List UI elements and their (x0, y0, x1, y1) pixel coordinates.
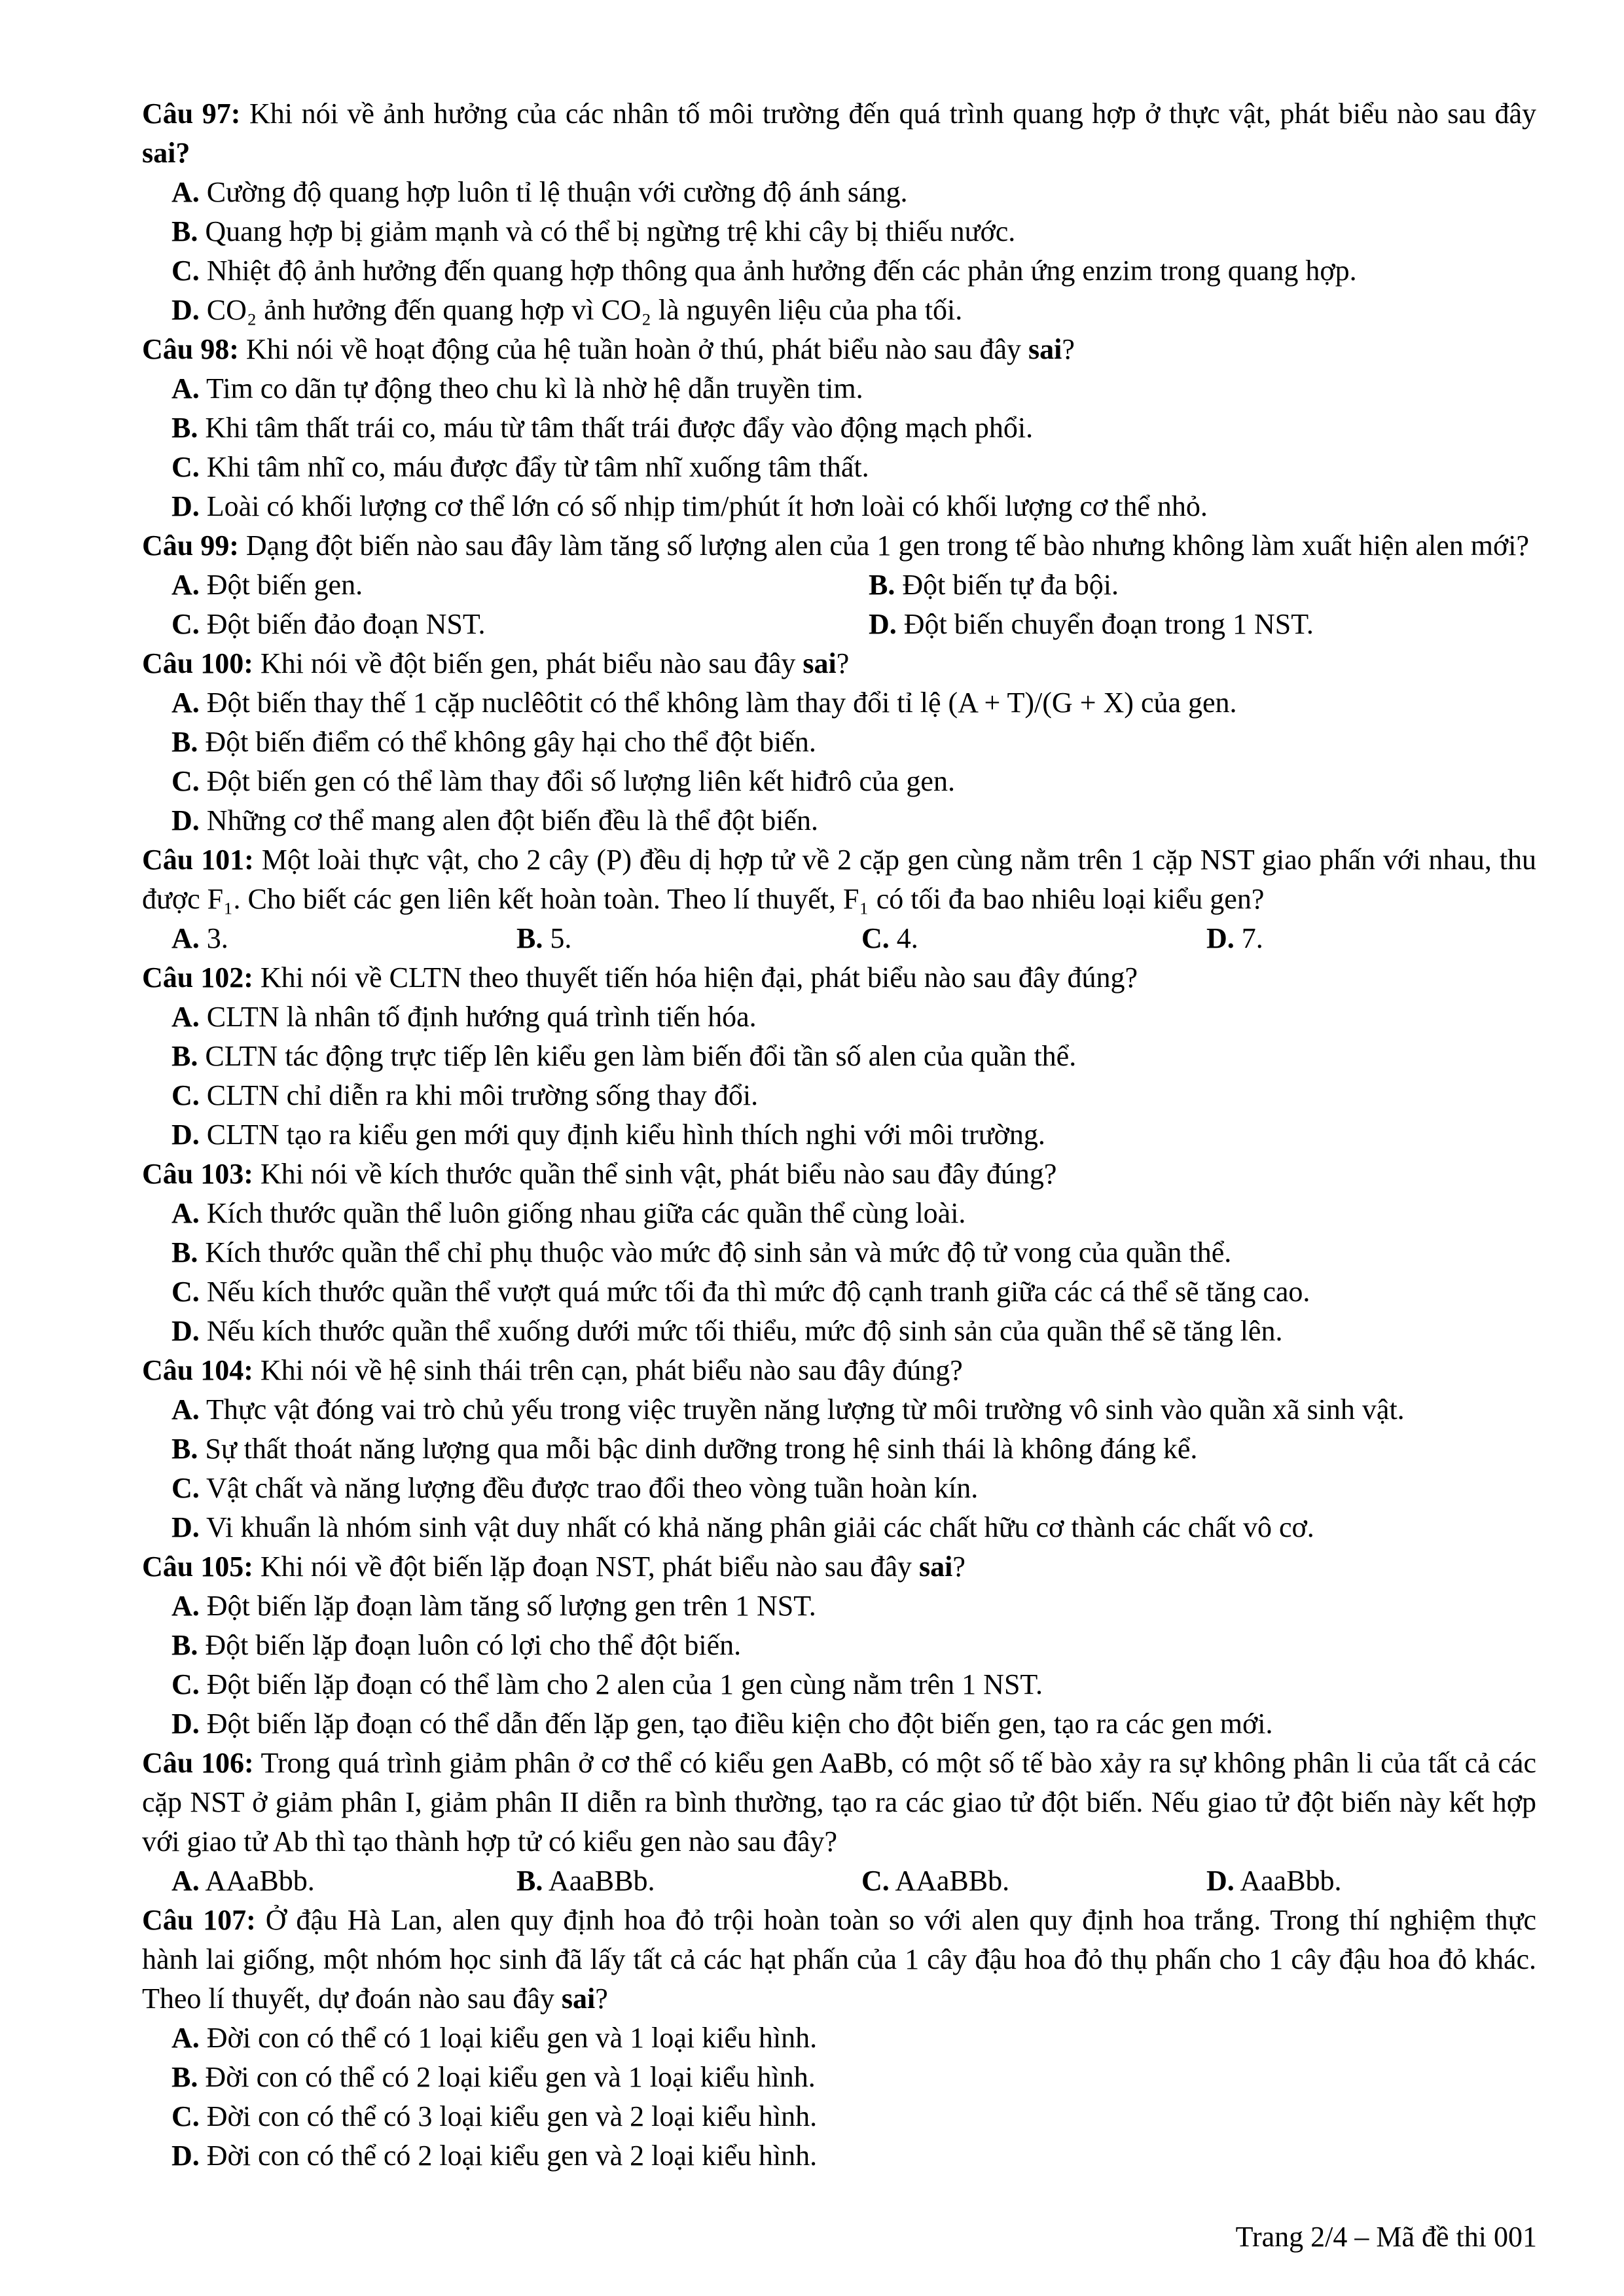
question-block (142, 1155, 1536, 1351)
option-text: Đời con có thể có 1 loại kiểu gen và 1 loại kiểu hình. (199, 2022, 818, 2054)
question-number: Câu 100: (142, 647, 253, 679)
question-text: Trong quá trình giảm phân ở cơ thể có kiểu gen AaBb, có một số tế bào xảy ra sự không phân li của tất cả các cặp NST ở giảm phân I, giảm phân II diễn ra bình thường, tạo ra các giao tử đột biến. Nếu giao tử đột biến này kết hợp với giao tử Ab thì tạo thành hợp tử có kiểu gen nào sau đây? (142, 1747, 1536, 1857)
option-text: CO₂ ảnh hưởng đến quang hợp vì CO₂ là nguyên liệu của pha tối. (199, 294, 963, 326)
option-text: AaaBbb. (1234, 1865, 1342, 1897)
question-block (142, 330, 1536, 526)
answer-option (142, 997, 1536, 1037)
option-text: Khi tâm thất trái co, máu từ tâm thất trái được đẩy vào động mạch phổi. (198, 412, 1034, 444)
option-text: Đời con có thể có 2 loại kiểu gen và 2 loại kiểu hình. (199, 2140, 818, 2172)
answer-option (516, 919, 861, 958)
answer-option (142, 1272, 1536, 1312)
option-text: Nếu kích thước quần thể vượt quá mức tối đa thì mức độ cạnh tranh giữa các cá thể sẽ tăng cao. (199, 1276, 1310, 1308)
option-text: Kích thước quần thể chỉ phụ thuộc vào mức độ sinh sản và mức độ tử vong của quần thể. (198, 1236, 1232, 1268)
option-letter: C. (171, 255, 200, 287)
option-text: Nhiệt độ ảnh hưởng đến quang hợp thông qua ảnh hưởng đến các phản ứng enzim trong quang hợp. (199, 255, 1357, 287)
question-number: Câu 98: (142, 333, 239, 365)
question-text: Khi nói về CLTN theo thuyết tiến hóa hiện đại, phát biểu nào sau đây đúng? (253, 961, 1138, 994)
option-letter: B. (869, 569, 895, 601)
answer-option (142, 1429, 1536, 1469)
option-letter: A. (171, 372, 200, 404)
answer-option (142, 1508, 1536, 1547)
option-text: Đột biến thay thế 1 cặp nuclêôtit có thể không làm thay đổi tỉ lệ (A + T)/(G + X) của gen. (199, 687, 1237, 719)
answer-option (171, 919, 516, 958)
answer-option (142, 762, 1536, 801)
option-letter: A. (171, 1197, 200, 1229)
answer-options (142, 565, 1536, 644)
question-stem (142, 1155, 1536, 1194)
option-text: Quang hợp bị giảm mạnh và có thể bị ngừng trệ khi cây bị thiếu nước. (198, 215, 1016, 247)
question-text-end: ? (836, 647, 850, 679)
question-block (142, 526, 1536, 644)
question-block (142, 1744, 1536, 1901)
option-text: Đột biến đảo đoạn NST. (199, 608, 486, 640)
answer-option (1206, 919, 1551, 958)
question-block (142, 644, 1536, 840)
answer-option (516, 1861, 861, 1901)
option-letter: D. (869, 608, 897, 640)
answer-option (142, 2018, 1536, 2058)
option-letter: C. (171, 765, 200, 797)
answer-option (142, 369, 1536, 408)
option-letter: A. (171, 569, 200, 601)
option-letter: A. (171, 1865, 200, 1897)
answer-option (142, 173, 1536, 212)
question-block (142, 958, 1536, 1155)
question-text-end: ? (595, 1982, 608, 2015)
option-text: AAaBBb. (889, 1865, 1010, 1897)
answer-option (142, 291, 1536, 330)
question-block (142, 1351, 1536, 1547)
option-letter: D. (171, 1119, 200, 1151)
question-text-end: ? (1062, 333, 1075, 365)
question-number: Câu 106: (142, 1747, 254, 1779)
question-stem (142, 644, 1536, 683)
option-letter: B. (171, 1236, 198, 1268)
option-text: Đột biến chuyển đoạn trong 1 NST. (896, 608, 1314, 640)
answer-option (142, 1076, 1536, 1115)
question-stem (142, 526, 1536, 565)
option-letter: A. (171, 1393, 200, 1426)
option-text: Những cơ thể mang alen đột biến đều là thể đột biến. (199, 804, 818, 836)
question-text: Khi nói về đột biến lặp đoạn NST, phát biểu nào sau đây (253, 1551, 919, 1583)
option-text: AaaBBb. (543, 1865, 655, 1897)
option-letter: A. (171, 1590, 200, 1622)
answer-option (861, 919, 1206, 958)
option-letter: C. (171, 1079, 200, 1111)
question-stem (142, 330, 1536, 369)
option-text: Đời con có thể có 2 loại kiểu gen và 1 loại kiểu hình. (198, 2061, 816, 2093)
answer-option (142, 1037, 1536, 1076)
answer-option (142, 723, 1536, 762)
question-text: Dạng đột biến nào sau đây làm tăng số lượng alen của 1 gen trong tế bào nhưng không làm xuất hiện alen mới? (238, 529, 1529, 562)
option-letter: B. (516, 922, 543, 954)
question-stem (142, 1744, 1536, 1861)
question-number: Câu 104: (142, 1354, 253, 1386)
option-text: 5. (543, 922, 572, 954)
option-text: Vật chất và năng lượng đều được trao đổi theo vòng tuần hoàn kín. (199, 1472, 979, 1504)
page-footer: Trang 2/4 – Mã đề thi 001 (1235, 2221, 1537, 2253)
answer-option (142, 1233, 1536, 1272)
option-text: Thực vật đóng vai trò chủ yếu trong việc truyền năng lượng từ môi trường vô sinh vào quần xã sinh vật. (199, 1393, 1405, 1426)
question-keyword: sai (561, 1982, 596, 2015)
question-text: Khi nói về ảnh hưởng của các nhân tố môi trường đến quá trình quang hợp ở thực vật, phát biểu nào sau đây (240, 98, 1536, 130)
option-letter: B. (171, 1433, 198, 1465)
option-text: 4. (889, 922, 918, 954)
question-keyword: sai (919, 1551, 953, 1583)
option-text: AAaBbb. (199, 1865, 315, 1897)
answer-option (142, 1115, 1536, 1155)
option-letter: C. (861, 1865, 890, 1897)
option-text: Đột biến lặp đoạn có thể dẫn đến lặp gen, tạo điều kiện cho đột biến gen, tạo ra các gen mới. (199, 1708, 1273, 1740)
question-stem (142, 1901, 1536, 2018)
answer-option (142, 1665, 1536, 1704)
option-letter: A. (171, 1001, 200, 1033)
question-stem (142, 94, 1536, 173)
answer-option (869, 605, 1566, 644)
answer-option (142, 1469, 1536, 1508)
question-block (142, 1547, 1536, 1744)
question-stem (142, 958, 1536, 997)
option-letter: D. (171, 294, 200, 326)
option-text: CLTN là nhân tố định hướng quá trình tiến hóa. (199, 1001, 757, 1033)
option-letter: D. (171, 1708, 200, 1740)
question-block (142, 1901, 1536, 2176)
answer-option (142, 1312, 1536, 1351)
answer-option (142, 1626, 1536, 1665)
option-text: Cường độ quang hợp luôn tỉ lệ thuận với cường độ ánh sáng. (199, 176, 908, 208)
option-letter: B. (171, 1040, 198, 1072)
answer-option (142, 1587, 1536, 1626)
question-number: Câu 97: (142, 98, 241, 130)
question-keyword: sai? (142, 137, 190, 169)
answer-option (142, 448, 1536, 487)
answer-option (142, 2058, 1536, 2097)
option-text: Đột biến lặp đoạn có thể làm cho 2 alen của 1 gen cùng nằm trên 1 NST. (199, 1668, 1043, 1700)
answer-option (171, 565, 869, 605)
option-text: Đột biến điểm có thể không gây hại cho thể đột biến. (198, 726, 816, 758)
option-text: Sự thất thoát năng lượng qua mỗi bậc dinh dưỡng trong hệ sinh thái là không đáng kể. (198, 1433, 1198, 1465)
option-letter: C. (171, 608, 200, 640)
answer-option (171, 1861, 516, 1901)
option-text: Đời con có thể có 3 loại kiểu gen và 2 loại kiểu hình. (199, 2100, 818, 2132)
answer-option (142, 1390, 1536, 1429)
option-text: CLTN tác động trực tiếp lên kiểu gen làm biến đổi tần số alen của quần thể. (198, 1040, 1077, 1072)
question-keyword: sai (1028, 333, 1062, 365)
option-letter: B. (171, 2061, 198, 2093)
question-block (142, 840, 1536, 958)
option-text: Nếu kích thước quần thể xuống dưới mức tối thiểu, mức độ sinh sản của quần thể sẽ tăng lên. (199, 1315, 1283, 1347)
exam-page (142, 94, 1536, 2176)
question-stem (142, 1351, 1536, 1390)
option-letter: D. (171, 2140, 200, 2172)
option-text: Kích thước quần thể luôn giống nhau giữa các quần thể cùng loài. (199, 1197, 966, 1229)
question-number: Câu 99: (142, 529, 239, 562)
option-letter: D. (171, 804, 200, 836)
question-block (142, 94, 1536, 330)
option-text: Đột biến gen có thể làm thay đổi số lượng liên kết hiđrô của gen. (199, 765, 955, 797)
option-text: Tim co dãn tự động theo chu kì là nhờ hệ dẫn truyền tim. (199, 372, 863, 404)
answer-option (142, 408, 1536, 448)
answer-option (142, 2097, 1536, 2136)
option-letter: B. (171, 412, 198, 444)
answer-option (142, 1194, 1536, 1233)
option-letter: B. (171, 726, 198, 758)
question-text-end: ? (952, 1551, 965, 1583)
option-letter: D. (1206, 1865, 1235, 1897)
option-letter: C. (171, 1472, 200, 1504)
option-text: Đột biến lặp đoạn luôn có lợi cho thể đột biến. (198, 1629, 742, 1661)
option-letter: B. (516, 1865, 543, 1897)
answer-option (171, 605, 869, 644)
answer-option (869, 565, 1566, 605)
option-letter: C. (171, 451, 200, 483)
option-text: 7. (1234, 922, 1263, 954)
question-text: Một loài thực vật, cho 2 cây (P) đều dị hợp tử về 2 cặp gen cùng nằm trên 1 cặp NST giao phấn với nhau, thu được F₁. Cho biết các gen liên kết hoàn toàn. Theo lí thuyết, F₁ có tối đa bao nhiêu loại kiểu gen? (142, 844, 1536, 915)
option-letter: D. (171, 1511, 200, 1543)
option-letter: B. (171, 1629, 198, 1661)
option-letter: D. (171, 1315, 200, 1347)
option-text: CLTN chỉ diễn ra khi môi trường sống thay đổi. (199, 1079, 759, 1111)
question-number: Câu 103: (142, 1158, 253, 1190)
question-text: Ở đậu Hà Lan, alen quy định hoa đỏ trội hoàn toàn so với alen quy định hoa trắng. Trong thí nghiệm thực hành lai giống, một nhóm học sinh đã lấy tất cả các hạt phấn của 1 cây đậu hoa đỏ thụ phấn cho 1 cây đậu hoa đỏ khác. Theo lí thuyết, dự đoán nào sau đây (142, 1904, 1536, 2015)
answer-option (142, 251, 1536, 291)
answer-option (142, 2136, 1536, 2176)
answer-option (142, 1704, 1536, 1744)
option-text: Đột biến gen. (199, 569, 363, 601)
option-letter: A. (171, 176, 200, 208)
question-number: Câu 102: (142, 961, 253, 994)
option-letter: C. (171, 1668, 200, 1700)
question-text: Khi nói về hoạt động của hệ tuần hoàn ở thú, phát biểu nào sau đây (238, 333, 1028, 365)
answer-options (142, 1861, 1536, 1901)
answer-options (142, 919, 1536, 958)
question-number: Câu 107: (142, 1904, 256, 1936)
option-text: Loài có khối lượng cơ thể lớn có số nhịp tim/phút ít hơn loài có khối lượng cơ thể nhỏ. (199, 490, 1208, 522)
question-number: Câu 105: (142, 1551, 253, 1583)
option-text: CLTN tạo ra kiểu gen mới quy định kiểu hình thích nghi với môi trường. (199, 1119, 1045, 1151)
option-letter: D. (1206, 922, 1235, 954)
question-keyword: sai (803, 647, 837, 679)
option-letter: A. (171, 922, 200, 954)
answer-option (142, 212, 1536, 251)
option-letter: C. (171, 1276, 200, 1308)
question-stem (142, 1547, 1536, 1587)
answer-option (861, 1861, 1206, 1901)
question-text: Khi nói về kích thước quần thể sinh vật, phát biểu nào sau đây đúng? (253, 1158, 1057, 1190)
option-text: 3. (199, 922, 228, 954)
question-number: Câu 101: (142, 844, 254, 876)
option-text: Vi khuẩn là nhóm sinh vật duy nhất có khả năng phân giải các chất hữu cơ thành các chất vô cơ. (199, 1511, 1314, 1543)
option-letter: D. (171, 490, 200, 522)
answer-option (1206, 1861, 1551, 1901)
option-letter: A. (171, 2022, 200, 2054)
answer-option (142, 487, 1536, 526)
option-letter: C. (861, 922, 890, 954)
option-text: Đột biến lặp đoạn làm tăng số lượng gen trên 1 NST. (199, 1590, 816, 1622)
answer-option (142, 801, 1536, 840)
answer-option (142, 683, 1536, 723)
option-letter: A. (171, 687, 200, 719)
question-text: Khi nói về hệ sinh thái trên cạn, phát biểu nào sau đây đúng? (253, 1354, 963, 1386)
option-letter: C. (171, 2100, 200, 2132)
question-stem (142, 840, 1536, 919)
option-text: Khi tâm nhĩ co, máu được đẩy từ tâm nhĩ xuống tâm thất. (199, 451, 869, 483)
question-text: Khi nói về đột biến gen, phát biểu nào sau đây (253, 647, 803, 679)
option-text: Đột biến tự đa bội. (895, 569, 1119, 601)
option-letter: B. (171, 215, 198, 247)
